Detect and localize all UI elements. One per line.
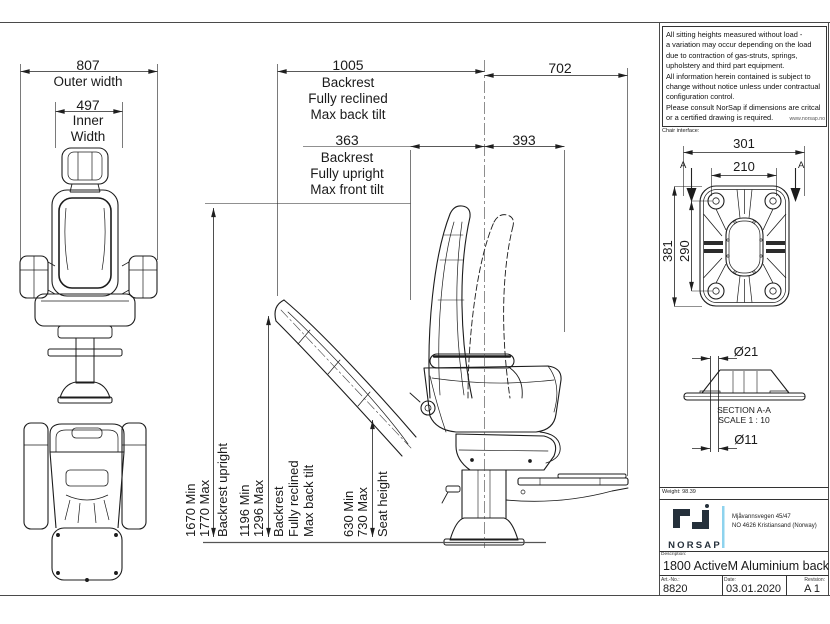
notes-block [666, 30, 826, 124]
dim-backrest-reclined-label: Max back tilt [301, 464, 316, 537]
dim-interface-height: 381 [660, 240, 675, 262]
dim-backrest-reclined-max: 1296 Max [251, 479, 266, 537]
description-label: Description: [661, 552, 687, 557]
note-line: upholstery and third part equipment. [666, 61, 785, 71]
chair-interface-label: Chair interface: [662, 128, 700, 134]
art-no-value: 8820 [663, 583, 688, 595]
dim-interface-width: 301 [733, 136, 755, 151]
front-view-dimensions [21, 64, 158, 260]
brand-name: NORSAP [668, 540, 722, 551]
note-line: All sitting heights measured without load - [666, 30, 803, 39]
note-line: due to contraction of gas-struts, springs, [666, 50, 798, 60]
dim-upright-label: Fully upright [310, 166, 384, 181]
section-marker-right: A [798, 160, 805, 171]
section-aa-title: SECTION A-A [717, 405, 771, 415]
dim-backrest-reclined-min: 1196 Min [237, 484, 252, 537]
dim-section-dia-bottom: Ø11 [734, 432, 758, 447]
dim-seat-height-label: Seat height [375, 471, 390, 537]
note-line: Please consult NorSap if dimensions are critcal [666, 102, 821, 112]
dim-section-dia-top: Ø21 [733, 344, 759, 359]
dim-reclined-label: Max back tilt [310, 107, 386, 122]
dim-backrest-reclined-label: Backrest [271, 486, 286, 537]
dim-seat-height-min: 630 Min [341, 490, 356, 537]
dim-backrest-reclined-label: Fully reclined [286, 460, 301, 537]
section-marker-left: A [680, 160, 687, 171]
date-label: Date: [724, 577, 736, 583]
dim-reclined-label: Fully reclined [308, 91, 388, 106]
dim-reclined-width-value: 1005 [332, 57, 364, 73]
dim-backrest-upright-max: 1770 Max [197, 479, 212, 537]
website-link[interactable]: www.norsap.no [789, 116, 825, 122]
side-view-chair [275, 206, 628, 545]
dim-front-width-value: 393 [512, 132, 536, 148]
dim-seat-height-max: 730 Max [355, 487, 370, 537]
front-view-chair [20, 148, 157, 403]
note-line: or a certified drawing is required. [666, 113, 774, 123]
address-line-1: Mjåvannsvegen 45/47 [732, 514, 791, 520]
note-line: a variation may occur depending on the load [666, 40, 812, 50]
note-line: change without notice unless under contractual [666, 82, 821, 92]
dim-inner-width-value: 497 [76, 97, 100, 113]
revision-label: Revision: [804, 577, 825, 583]
section-aa-scale: SCALE 1 : 10 [718, 415, 770, 425]
top-view-chair [24, 423, 146, 581]
interface-plate [700, 186, 789, 306]
dim-inner-width-label: Inner [72, 113, 104, 128]
dim-backrest-upright-label: Backrest upright [215, 443, 230, 537]
dim-upright-label: Max front tilt [310, 182, 384, 197]
dim-outer-width-label: Outer width [53, 74, 123, 89]
revision-value: A 1 [804, 583, 820, 595]
dim-backrest-upright-min: 1670 Min [183, 483, 198, 537]
dim-outer-width-value: 807 [76, 57, 100, 73]
address-line-2: NO 4626 Kristiansand (Norway) [732, 523, 817, 529]
dim-interface-bolt-height: 290 [677, 240, 692, 262]
date-value: 03.01.2020 [726, 583, 782, 595]
dim-upright-width-value: 363 [335, 132, 359, 148]
weight-label: Weight: 98.39 [662, 489, 696, 495]
note-line: configuration control. [666, 92, 735, 102]
note-line: All information herein contained is subject to [666, 71, 811, 81]
dim-rear-width-value: 702 [548, 60, 572, 76]
dim-inner-width-label: Width [70, 129, 106, 144]
dim-upright-label: Backrest [320, 150, 374, 165]
art-no-label: Art.-No.: [661, 577, 680, 583]
description-value: 1800 ActiveM Aluminium back [663, 559, 830, 573]
dim-interface-bolt-width: 210 [733, 159, 755, 174]
dim-reclined-label: Backrest [321, 75, 375, 90]
